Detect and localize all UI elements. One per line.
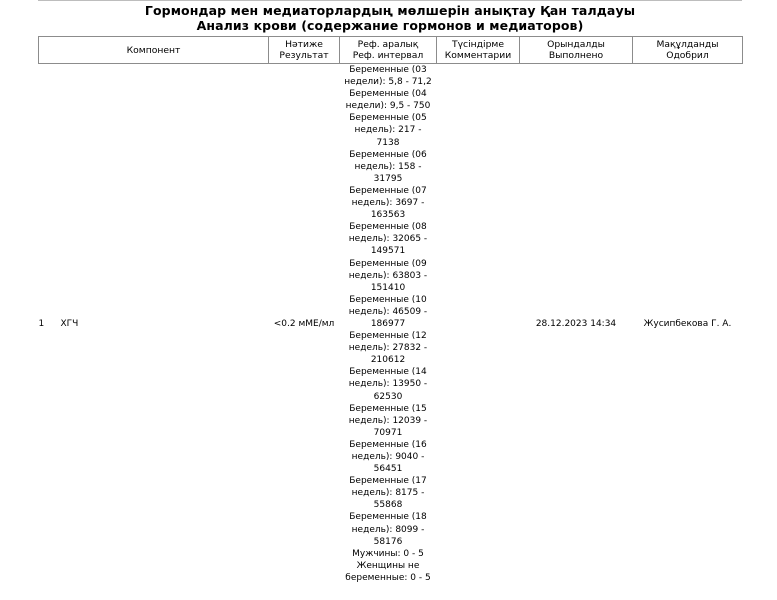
ref-interval-line: недель): 46509 - [348, 306, 428, 317]
comment-cell [437, 64, 520, 585]
header-ref-interval [340, 37, 437, 64]
ref-interval-line: 210612 [370, 355, 406, 366]
ref-interval-line: Беременные (05 [349, 113, 427, 124]
header-approved [633, 37, 743, 64]
table-row [39, 64, 743, 585]
ref-interval-cell [340, 64, 437, 585]
ref-interval-line: недель): 63803 - [348, 270, 428, 281]
ref-interval-line: недель): 217 - [354, 125, 422, 136]
table-header-row [39, 37, 743, 64]
header-done [520, 37, 633, 64]
top-divider [38, 0, 742, 1]
ref-interval-line: Беременные (18 [349, 512, 427, 523]
results-table [38, 36, 743, 584]
header-approved-ru: Одобрил [666, 50, 709, 61]
header-ref-kz: Реф. аралық [357, 39, 419, 50]
ref-interval-line: недель): 8099 - [351, 524, 425, 535]
header-comment-ru: Комментарии [444, 50, 512, 61]
ref-interval-line: Беременные (10 [349, 294, 427, 305]
ref-interval-line: 56451 [373, 464, 403, 475]
result-value: <0.2 мМЕ/мл [273, 318, 335, 329]
ref-interval-line: беременные: 0 - 5 [345, 572, 431, 583]
header-ref-ru: Реф. интервал [352, 50, 424, 61]
ref-interval-line: недель): 158 - [354, 161, 422, 172]
header-result-kz: Нәтиже [285, 39, 323, 50]
ref-interval-line: 149571 [370, 246, 406, 257]
header-done-ru: Выполнено [548, 50, 604, 61]
ref-interval-line: недель): 3697 - [351, 198, 425, 209]
ref-interval-line: Беременные (17 [349, 476, 427, 487]
ref-interval-line: 151410 [370, 282, 406, 293]
ref-interval-line: 62530 [373, 391, 403, 402]
ref-interval-line: 31795 [373, 173, 403, 184]
ref-interval-line: недель): 8175 - [351, 488, 425, 499]
approved-by: Жусипбекова Г. А. [643, 318, 732, 329]
ref-interval-line: 55868 [373, 500, 403, 511]
ref-interval-line: 58176 [373, 536, 403, 547]
ref-interval-line: 163563 [370, 210, 406, 221]
ref-interval-line: Беременные (16 [349, 439, 427, 450]
done-timestamp: 28.12.2023 14:34 [535, 318, 617, 329]
ref-interval-line: недель): 27832 - [348, 343, 428, 354]
header-component: Компонент [39, 37, 269, 64]
title-kazakh: Гормондар мен медиаторлардың мөлшерін анықтау Қан талдауы [144, 3, 636, 18]
ref-interval-line: Беременные (08 [349, 222, 427, 233]
ref-interval-line: Беременные (04 [349, 89, 427, 100]
ref-interval-line: недель): 13950 - [348, 379, 428, 390]
ref-interval-line: недели): 9,5 - 750 [345, 101, 431, 112]
ref-interval-line: недель): 9040 - [351, 452, 425, 462]
row-number: 1 [38, 318, 45, 329]
ref-interval-line: Беременные (14 [349, 367, 427, 378]
header-comment-kz: Түсіндірме [452, 39, 504, 50]
ref-interval-line: Беременные (12 [349, 331, 427, 342]
ref-interval-line: недель): 32065 - [348, 234, 428, 245]
ref-interval-line: Мужчины: 0 - 5 [352, 548, 424, 559]
ref-interval-line: Женщины не [356, 560, 420, 571]
ref-interval-line: Беременные (07 [349, 185, 427, 196]
ref-interval-line: Беременные (06 [349, 149, 427, 160]
header-done-kz: Орындалды [547, 39, 605, 50]
ref-interval-line: недели): 5,8 - 71,2 [344, 77, 432, 88]
header-approved-kz: Мақұлданды [656, 39, 719, 50]
ref-interval-line: Беременные (15 [349, 403, 427, 414]
ref-interval-line: 7138 [376, 137, 400, 148]
component-cell [39, 64, 269, 585]
header-result [269, 37, 340, 64]
component-name: ХГЧ [60, 318, 79, 329]
ref-interval-line: Беременные (09 [349, 258, 427, 269]
ref-interval-list [340, 64, 437, 584]
title-russian: Анализ крови (содержание гормонов и медиаторов) [196, 18, 584, 33]
ref-interval-line: Беременные (03 [349, 65, 427, 75]
ref-interval-line: недель): 12039 - [348, 415, 428, 426]
ref-interval-line: 186977 [370, 318, 406, 329]
report-title [38, 3, 742, 33]
ref-interval-line: 70971 [373, 427, 403, 438]
header-comment [437, 37, 520, 64]
header-result-ru: Результат [279, 50, 329, 61]
